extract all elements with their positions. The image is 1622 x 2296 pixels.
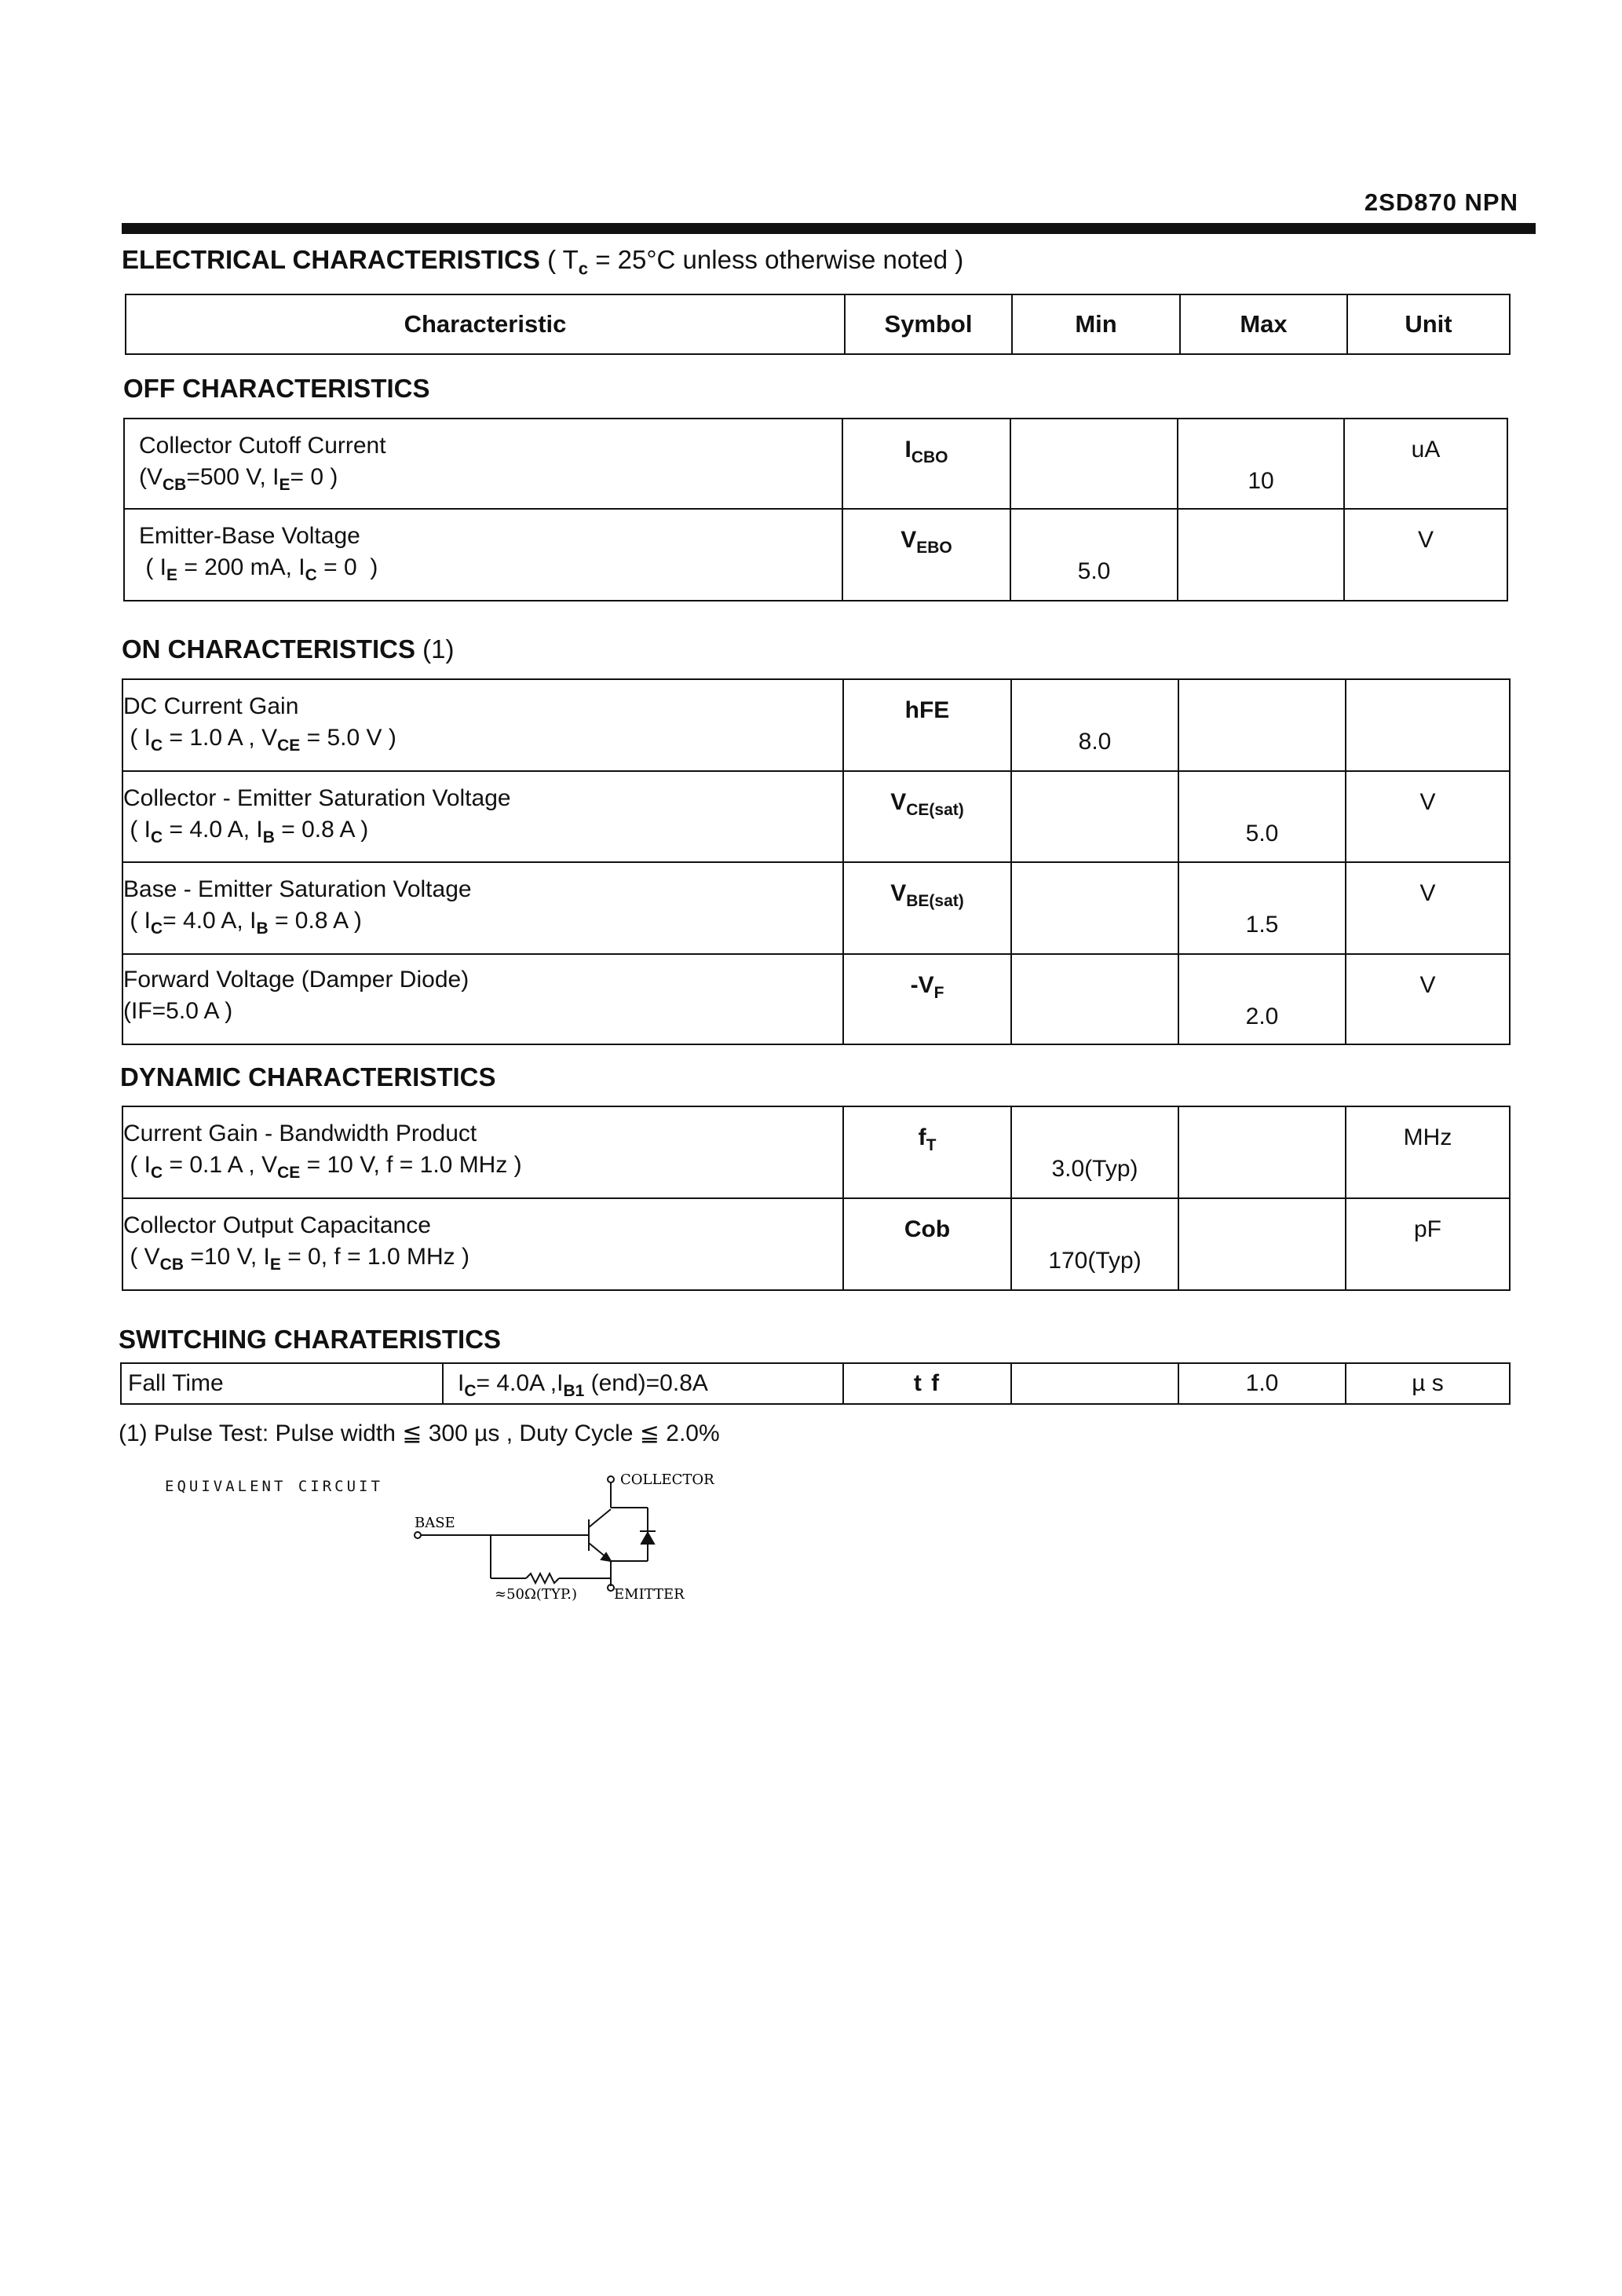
min-cell: [1011, 862, 1178, 954]
min-cell: 3.0(Typ): [1011, 1106, 1178, 1198]
unit-cell: pF: [1346, 1198, 1510, 1290]
header-symbol: Symbol: [845, 294, 1012, 354]
min-cell: [1011, 1363, 1178, 1404]
header-max: Max: [1180, 294, 1347, 354]
characteristic-name: Fall Time: [121, 1363, 443, 1404]
max-cell: 2.0: [1178, 954, 1346, 1044]
header-rule: [122, 223, 1536, 234]
symbol-cell: Cob: [843, 1198, 1011, 1290]
characteristic-name: Collector Cutoff Current: [139, 433, 386, 459]
test-condition: (IF=5.0 A ): [123, 998, 233, 1024]
max-cell: [1178, 1106, 1346, 1198]
resistor-label: ≈50Ω(TYP.): [495, 1586, 578, 1602]
on-title-text: ON CHARACTERISTICS: [122, 634, 416, 664]
symbol-cell: hFE: [843, 679, 1011, 771]
circuit-title: EQUIVALENT CIRCUIT: [165, 1478, 383, 1495]
unit-cell: V: [1346, 771, 1510, 862]
unit-cell: uA: [1344, 419, 1507, 509]
test-condition: ( $I_C = 4.0$ A, $I_B = 0.8$ A ): [123, 817, 369, 846]
title-main: ELECTRICAL CHARACTERISTICS: [122, 245, 540, 274]
table-row: [124, 509, 1507, 601]
symbol-cell: $-V_F$: [843, 954, 1011, 1044]
symbol-cell: $V_{BE(sat)}$: [843, 862, 1011, 954]
part-number: 2SD870 NPN: [1364, 188, 1518, 216]
test-condition: ( $I_C = 0.1$ A , $V_{CE} = 10$ V, f = 1.0 MHz ): [123, 1152, 522, 1182]
table-row: [122, 862, 1510, 954]
max-cell: 5.0: [1178, 771, 1346, 862]
collector-label: COLLECTOR: [620, 1472, 714, 1488]
test-condition: ( $V_{CB} =10$ V, $I_E = 0$, f = 1.0 MHz ): [123, 1244, 469, 1274]
on-title-note: (1): [415, 634, 455, 664]
table-row: [122, 771, 1510, 862]
equivalent-circuit-diagram: [408, 1468, 754, 1602]
on-characteristics-table: [122, 678, 1511, 1045]
unit-cell: V: [1344, 509, 1507, 601]
test-condition: ($V_{CB}=500$ V, $I_E= 0$ ): [139, 464, 338, 494]
symbol-cell: $V_{CE(sat)}$: [843, 771, 1011, 862]
table-row: [122, 1106, 1510, 1198]
characteristic-cell: [122, 1106, 843, 1198]
characteristic-name: DC Current Gain: [123, 693, 299, 719]
min-cell: [1011, 954, 1178, 1044]
off-section-title: OFF CHARACTERISTICS: [123, 374, 430, 403]
footnote: (1) Pulse Test: Pulse width ≦ 300 µs , Duty Cycle ≦ 2.0%: [119, 1420, 720, 1446]
characteristic-name: Collector Output Capacitance: [123, 1212, 431, 1238]
off-characteristics-table: [123, 418, 1508, 601]
title-condition-suffix: = 25°C unless otherwise noted ): [588, 245, 964, 274]
min-cell: 8.0: [1011, 679, 1178, 771]
table-row: [122, 1198, 1510, 1290]
characteristic-cell: [122, 862, 843, 954]
characteristic-name: Current Gain - Bandwidth Product: [123, 1121, 477, 1146]
table-row: [121, 1363, 1510, 1404]
min-cell: 5.0: [1010, 509, 1178, 601]
max-cell: 1.0: [1178, 1363, 1346, 1404]
column-header-table: [125, 294, 1511, 355]
characteristic-cell: [122, 1198, 843, 1290]
header-min: Min: [1012, 294, 1180, 354]
unit-cell: MHz: [1346, 1106, 1510, 1198]
table-row: [122, 679, 1510, 771]
max-cell: 1.5: [1178, 862, 1346, 954]
symbol-cell: $I_{CBO}$: [842, 419, 1010, 509]
unit-cell: [1346, 679, 1510, 771]
table-row: [124, 419, 1507, 509]
min-cell: 170(Typ): [1011, 1198, 1178, 1290]
characteristic-name: Collector - Emitter Saturation Voltage: [123, 785, 511, 811]
characteristic-cell: [122, 679, 843, 771]
characteristic-cell: [122, 954, 843, 1044]
switching-section-title: SWITCHING CHARATERISTICS: [119, 1325, 502, 1354]
header-unit: Unit: [1347, 294, 1510, 354]
emitter-label: EMITTER: [614, 1586, 685, 1602]
test-condition: ( $I_E = 200$ mA, $I_C = 0$ ): [139, 554, 378, 584]
dynamic-section-title: DYNAMIC CHARACTERISTICS: [120, 1062, 496, 1091]
page-title: [122, 245, 963, 280]
switching-characteristics-table: [120, 1362, 1511, 1405]
header-characteristic: Characteristic: [126, 294, 845, 354]
table-row: [122, 954, 1510, 1044]
characteristic-name: Base - Emitter Saturation Voltage: [123, 876, 472, 902]
unit-cell: µ s: [1346, 1363, 1510, 1404]
characteristic-cell: [122, 771, 843, 862]
max-cell: 10: [1178, 419, 1344, 509]
unit-cell: V: [1346, 954, 1510, 1044]
unit-cell: V: [1346, 862, 1510, 954]
characteristic-cell: [124, 509, 842, 601]
min-cell: [1011, 771, 1178, 862]
characteristic-name: Emitter-Base Voltage: [139, 523, 360, 549]
max-cell: [1178, 509, 1344, 601]
symbol-cell: t f: [843, 1363, 1011, 1404]
title-condition-sub: c: [578, 258, 589, 279]
test-condition: ( $I_C= 4.0$ A, $I_B = 0.8$ A ): [123, 908, 362, 938]
title-condition-prefix: ( T: [539, 245, 579, 274]
on-section-title: [122, 634, 455, 664]
symbol-cell: $f_T$: [843, 1106, 1011, 1198]
max-cell: [1178, 679, 1346, 771]
test-condition: $I_C= 4.0A$ $,I_{B1}$ (end)=0.8A: [443, 1363, 843, 1404]
dynamic-characteristics-table: [122, 1106, 1511, 1291]
base-label: BASE: [415, 1515, 455, 1531]
characteristic-name: Forward Voltage (Damper Diode): [123, 967, 469, 993]
characteristic-cell: [124, 419, 842, 509]
symbol-cell: $V_{EBO}$: [842, 509, 1010, 601]
max-cell: [1178, 1198, 1346, 1290]
min-cell: [1010, 419, 1178, 509]
test-condition: ( $I_C = 1.0$ A , $V_{CE} = 5.0$ V ): [123, 725, 396, 755]
